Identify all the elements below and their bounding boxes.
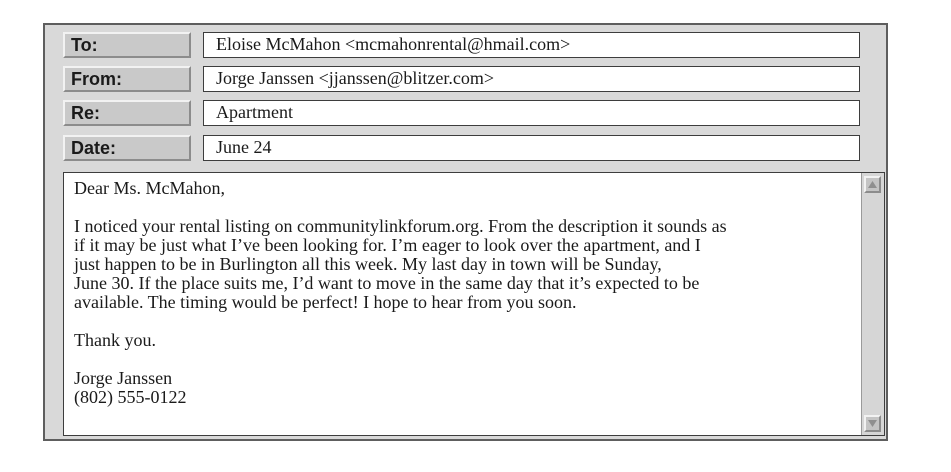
signature-phone: (802) 555-0122 [74, 387, 187, 407]
date-label: Date: [63, 135, 191, 161]
from-field[interactable]: Jorge Janssen <jjanssen@blitzer.com> [203, 66, 860, 92]
to-field[interactable]: Eloise McMahon <mcmahonrental@hmail.com> [203, 32, 860, 58]
scroll-down-button[interactable] [864, 415, 881, 432]
to-label: To: [63, 32, 191, 58]
paragraph-line: I noticed your rental listing on communitylinkforum.org. From the description it sounds as [74, 216, 727, 236]
header-row-re [63, 100, 860, 126]
message-text [74, 179, 854, 407]
vertical-scrollbar[interactable] [861, 173, 884, 435]
paragraph-line: just happen to be in Burlington all this week. My last day in town will be Sunday, [74, 254, 662, 274]
paragraph-line: available. The timing would be perfect! I hope to hear from you soon. [74, 292, 577, 312]
triangle-up-icon [867, 179, 878, 190]
from-label: From: [63, 66, 191, 92]
scroll-up-button[interactable] [864, 176, 881, 193]
header-row-to [63, 32, 860, 58]
greeting: Dear Ms. McMahon, [74, 178, 225, 198]
re-label: Re: [63, 100, 191, 126]
triangle-down-icon [867, 418, 878, 429]
email-window [43, 23, 888, 441]
signature-name: Jorge Janssen [74, 368, 173, 388]
message-body[interactable] [63, 172, 885, 436]
subject-field[interactable]: Apartment [203, 100, 860, 126]
paragraph-line: June 30. If the place suits me, I’d want to move in the same day that it’s expected to be [74, 273, 700, 293]
closing: Thank you. [74, 330, 156, 350]
header-row-date [63, 135, 860, 161]
paragraph-line: if it may be just what I’ve been looking for. I’m eager to look over the apartment, and I [74, 235, 701, 255]
header-row-from [63, 66, 860, 92]
message-paragraph [74, 217, 854, 312]
date-field[interactable]: June 24 [203, 135, 860, 161]
signature [74, 369, 854, 407]
